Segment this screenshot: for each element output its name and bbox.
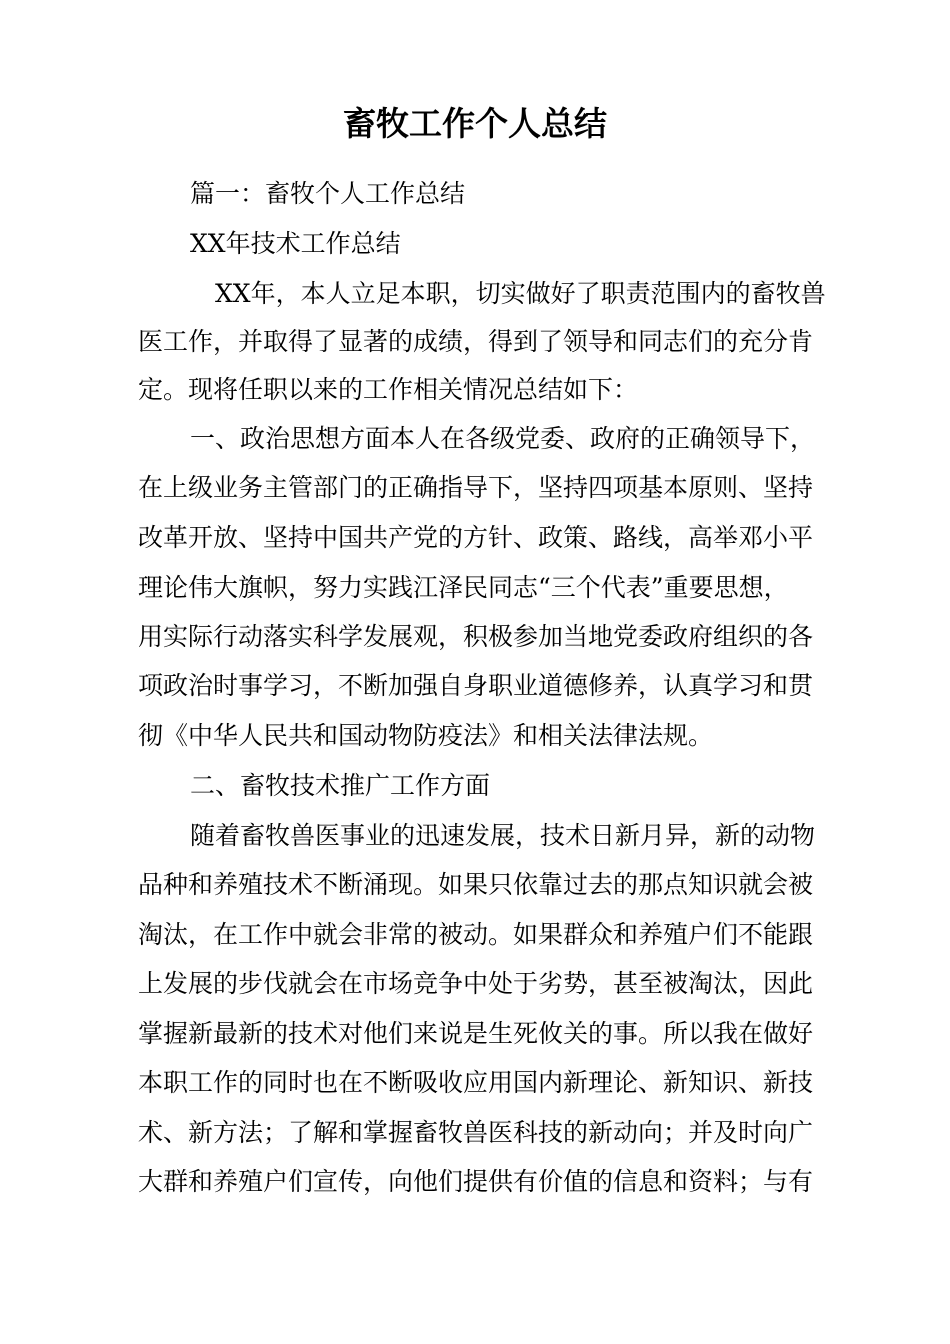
- paragraph-line: 随着畜牧兽医事业的迅速发展，技术日新月异，新的动物: [190, 821, 816, 850]
- paragraph-line: 大群和养殖户们宣传，向他们提供有价值的信息和资料；与有: [138, 1167, 814, 1196]
- paragraph-line: 本职工作的同时也在不断吸收应用国内新理论、新知识、新技: [138, 1068, 814, 1097]
- subsection-heading: XX年技术工作总结: [190, 229, 401, 258]
- paragraph-line: XX年，本人立足本职，切实做好了职责范围内的畜牧兽: [215, 279, 826, 308]
- paragraph-line: 一、政治思想方面本人在各级党委、政府的正确领导下，: [190, 424, 816, 453]
- paragraph-line: 用实际行动落实科学发展观，积极参加当地党委政府组织的各: [138, 622, 814, 651]
- paragraph-line: 上发展的步伐就会在市场竞争中处于劣势，甚至被淘汰，因此: [138, 969, 814, 998]
- paragraph-line: 定。现将任职以来的工作相关情况总结如下：: [138, 375, 639, 404]
- paragraph-line: 项政治时事学习，不断加强自身职业道德修养，认真学习和贯: [138, 671, 814, 700]
- paragraph-line: 医工作，并取得了显著的成绩，得到了领导和同志们的充分肯: [138, 327, 814, 356]
- paragraph-line: 理论伟大旗帜，努力实践江泽民同志“三个代表”重要思想，: [138, 573, 789, 602]
- paragraph-line: 术、新方法；了解和掌握畜牧兽医科技的新动向；并及时向广: [138, 1118, 814, 1147]
- paragraph-line: 彻《中华人民共和国动物防疫法》和相关法律法规。: [138, 721, 714, 750]
- paragraph-line: 改革开放、坚持中国共产党的方针、政策、路线，高举邓小平: [138, 523, 814, 552]
- paragraph-line: 品种和养殖技术不断涌现。如果只依靠过去的那点知识就会被: [138, 870, 814, 899]
- document-title: 畜牧工作个人总结: [343, 104, 607, 143]
- section-heading: 二、畜牧技术推广工作方面: [190, 771, 491, 800]
- paragraph-line: 淘汰，在工作中就会非常的被动。如果群众和养殖户们不能跟: [138, 920, 814, 949]
- section-heading: 篇一：畜牧个人工作总结: [190, 179, 466, 208]
- paragraph-line: 掌握新最新的技术对他们来说是生死攸关的事。所以我在做好: [138, 1019, 814, 1048]
- paragraph-line: 在上级业务主管部门的正确指导下，坚持四项基本原则、坚持: [138, 473, 814, 502]
